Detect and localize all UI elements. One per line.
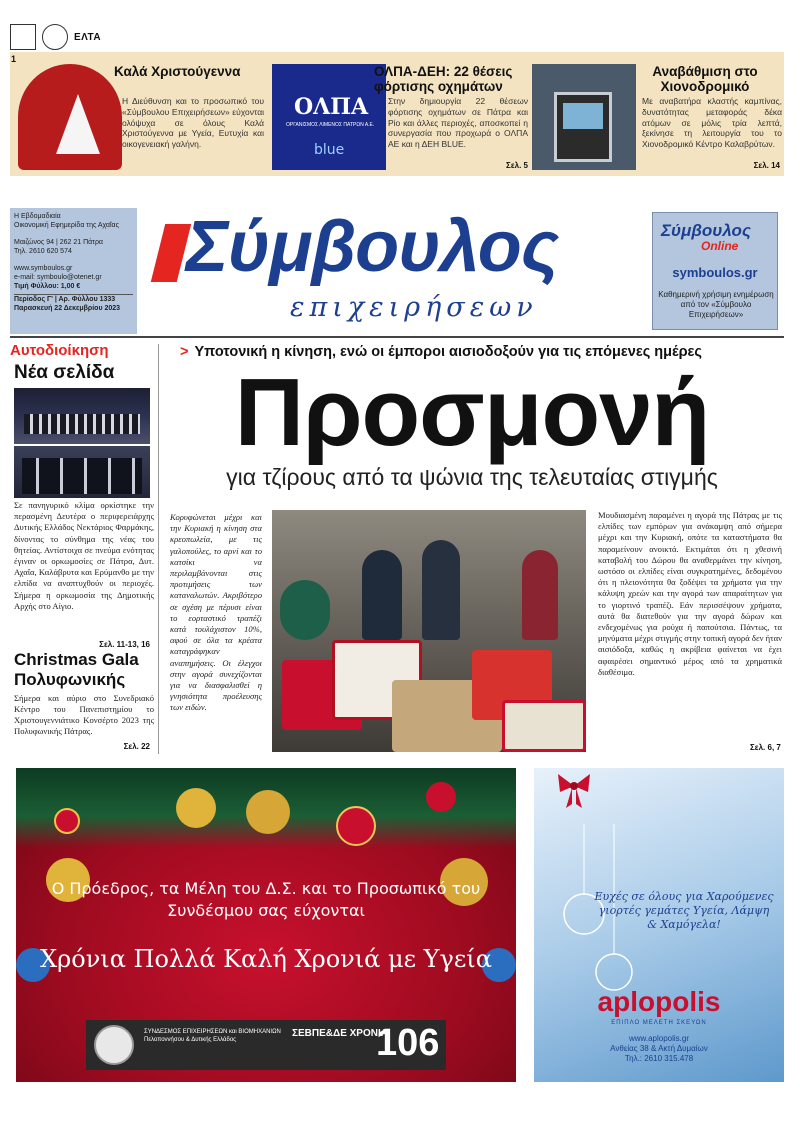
teaser-page-ref: Σελ. 5 <box>506 161 528 170</box>
section-label: Αυτοδιοίκηση <box>10 342 109 359</box>
ribbon-bow-icon <box>554 768 594 808</box>
wreath-shape <box>280 580 330 640</box>
shopping-photo <box>272 510 586 752</box>
shopper-figure <box>422 540 460 640</box>
gala-body: Σήμερα και αύριο στο Συνεδριακό Κέντρο του Πανεπιστημίου το Χριστουγεννιάτικο Κονσέρτο 2023 της Πολυφωνικής Πάτρας. <box>14 693 154 736</box>
sevbe-greeting-ad[interactable] <box>16 768 516 1082</box>
ski-lift-image <box>532 64 636 170</box>
info-web[interactable]: www.symboulos.gr <box>14 264 73 272</box>
aplopolis-phone: Τηλ.: 2610 315.478 <box>624 1054 694 1063</box>
info-address: Μαιζώνος 94 | 262 21 Πάτρα <box>14 238 103 246</box>
main-subhead: για τζίρους από τα ψώνια της τελευταίας στιγμής <box>226 464 718 490</box>
shopper-figure <box>522 550 558 640</box>
ornament-icon <box>246 790 290 834</box>
ad-footer-banner <box>86 1020 446 1070</box>
teaser-christmas[interactable] <box>10 52 268 176</box>
teaser-strip <box>10 52 784 176</box>
article-body: Σε πανηγυρικό κλίμα ορκίστηκε την περασμένη Δευτέρα ο περιφερειάρχης Δυτικής Ελλάδος Νεκτάριος Φαρμάκης, δίνοντας το σύνθημα της νέας του θητείας. Αντίστοιχα σε πνεύμα ενότητας έγιναν οι ορκωμοσίες σε Πάτρα, Δυτ. Αχαΐα, Καλάβρυτα και Ερύμανθο με την ελπίδα να αναπτυχθούν οι περιοχές. Σήμερα η ορκωμοσία της Δημοτικής Αρχής στο Αίγιο. <box>14 500 154 611</box>
online-label: Online <box>701 239 739 253</box>
story-italic-column: Κορυφώνεται μέχρι και την Κυριακή η κίνηση στα κρεοπωλεία, με τις γαλοπούλες, το αρνί και το κατσίκι να περιλαμβάνονται στις προτιμήσεις των καταναλωτών. Ακριβότερο σε σχέση με πέρυσι είναι το εορταστικό τραπέζι κατά τουλάχιστον 10%, αφού σε όλα τα κρέατα καταγράφηκαν αναπημήσεις. Οι έλεγχοι στην αγορά συνεχίζονται για να διασφαλισθεί η γνησιότητα προέλευσης των ειδών. <box>170 512 262 713</box>
teaser-olpa[interactable] <box>272 52 528 176</box>
masthead-title: Σύμβουλος <box>186 207 559 287</box>
info-price: Τιμή Φύλλου: 1,00 € <box>14 283 81 291</box>
masthead <box>150 200 630 330</box>
teaser-ski[interactable] <box>532 52 784 176</box>
aplopolis-url[interactable]: www.aplopolis.gr <box>628 1034 690 1043</box>
cabin-shape <box>554 92 612 162</box>
story-main-column: Μουδιασμένη παραμένει η αγορά της Πάτρας με τις ελπίδες των εμπόρων για ανάκαμψη από σήμερα μέχρι και την Κυριακή, οπότε τα καταστήματα θα παραμείνουν ανοικτά. Εκτιμάται ότι η χθεσινή καταβολή του Δώρου θα αναθερμάνει την κίνηση, ωστόσο οι ελπίδες είναι συγκρατημένες, δεδομένου ότι η πλειονότητα θα ξοδέψει τα χρήματα για την κάλυψη χρεών και την αγορά των απαραίτητων για το γιορτινό τραπέζι. Εάν περισσέψουν χρήματα, αυτά θα διατεθούν για την αγορά δώρων και ενδεχομένως για ρούχα ή παπούτσια. Πάντως, τα μηνύματα μέχρι στιγμής στην τοπική αγορά δεν ήταν αισιόδοξα, καθώς η ακρίβεια φαίνεται να έχει αφαιρέσει σημαντικό μέρος από τα χρηματικά διαθέσιμα. <box>598 510 782 677</box>
gift-box-shape <box>502 700 586 752</box>
gala-page-ref: Σελ. 22 <box>123 742 150 751</box>
aplopolis-address: Ανθείας 38 & Ακτή Δυμαίων <box>610 1044 708 1053</box>
ad-greeting-line: Ο Πρόεδρος, τα Μέλη του Δ.Σ. και το Προσωπικό του Συνδέσμου σας εύχονται <box>51 879 481 920</box>
ceremony-photo <box>14 388 150 444</box>
page-number: 1 <box>11 54 17 64</box>
olpa-logo-subtext: ΟΡΓΑΝΙΣΜΟΣ ΛΙΜΕΝΟΣ ΠΑΤΡΩΝ Α.Ε. <box>286 122 375 128</box>
teaser-page-ref: Σελ. 14 <box>753 161 780 170</box>
masthead-subtitle: επιχειρήσεων <box>290 292 538 323</box>
online-promo-box[interactable] <box>652 212 778 330</box>
main-headline: Προσμονή <box>234 359 710 466</box>
association-acronym: ΣΕΒΠΕ&ΔΕ ΧΡΟΝΙΑ <box>292 1028 388 1039</box>
article-page-ref: Σελ. 11-13, 16 <box>99 640 150 649</box>
section-title: Νέα σελίδα <box>14 362 115 383</box>
ornament-icon <box>336 806 376 846</box>
shopper-figure <box>362 550 402 640</box>
teaser-title: Καλά Χριστούγεννα <box>114 64 241 79</box>
masthead-divider <box>10 336 784 338</box>
ornament-icon <box>426 782 456 812</box>
info-issue: Περίοδος Γ' | Αρ. Φύλλου 1333 <box>14 294 133 304</box>
teaser-title: ΟΛΠΑ-ΔΕΗ: 22 θέσεις φόρτισης οχημάτων <box>374 64 513 94</box>
aplopolis-logo: aplopolis <box>597 986 721 1017</box>
teaser-body: Στην δημιουργία 22 θέσεων φόρτισης οχημάτων σε Πάτρα και Ρίο και άλλες περιοχές, αποσκοπεί η συνεργασία που προχωρά ο ΟΛΠΑ ΑΕ και η ΔΕΗ BLUE. <box>388 96 528 150</box>
info-phone: Τηλ. 2610 620 574 <box>14 248 72 256</box>
publication-info-box <box>10 208 137 334</box>
years-count: 106 <box>376 1022 440 1064</box>
story-page-ref: Σελ. 6, 7 <box>750 743 781 752</box>
online-description: Καθημερινή χρήσιμη ενημέρωση από τον «Σύμβουλο Επιχειρήσεων» <box>658 290 774 319</box>
ornament-icon <box>176 788 216 828</box>
elta-logo: ΕΛΤΑ <box>74 31 102 43</box>
olpa-logo-text: ΟΛΠΑ <box>294 94 369 120</box>
association-name: ΣΥΝΔΕΣΜΟΣ ΕΠΙΧΕΙΡΗΣΕΩΝ και ΒΙΟΜΗΧΑΝΙΩΝ Πελοποννήσου & Δυτικής Ελλάδος <box>144 1029 281 1043</box>
info-date: Παρασκευή 22 Δεκεμβρίου 2023 <box>14 305 121 313</box>
aplopolis-contact <box>534 1034 784 1064</box>
dei-blue-logo: blue <box>314 142 345 158</box>
info-line: Η Εβδομαδιαία <box>14 213 61 220</box>
officials-photo <box>14 446 150 498</box>
olpa-logo-image <box>272 64 386 170</box>
barcode-logo <box>10 24 36 50</box>
christmas-tree-image <box>18 64 122 170</box>
ornament-icon <box>54 808 80 834</box>
aplopolis-tagline: ΕΠΙΠΛΟ ΜΕΛΕΤΗ ΣΚΕΥΩΝ <box>611 1020 707 1026</box>
online-title: Σύμβουλος <box>661 221 751 240</box>
ad-wish-line: Χρόνια Πολλά Καλή Χρονιά με Υγεία <box>40 945 492 973</box>
gala-title: Christmas Gala Πολυφωνικής <box>14 650 139 689</box>
ad-wish-text: Ευχές σε όλους για Χαρούμενες γιορτές γεμάτες Υγεία, Λάμψη & Χαμόγελα! <box>594 890 774 931</box>
teaser-body: Η Διεύθυνση και το προσωπικό του «Σύμβουλου Επιχειρήσεων» εύχονται ολόψυχα σε όλους Καλά Χριστούγεννα με Υγεία, Ευτυχία και οικογενειακή γαλήνη. <box>122 96 264 150</box>
column-divider <box>158 344 159 754</box>
association-seal-icon <box>94 1025 134 1065</box>
kicker-arrow-icon: > <box>180 344 189 360</box>
top-logos <box>10 22 130 52</box>
info-email[interactable]: e-mail: symboulo@otenet.gr <box>14 274 102 282</box>
aplopolis-ad[interactable] <box>534 768 784 1082</box>
online-url[interactable]: symboulos.gr <box>672 265 758 280</box>
association-seal-logo <box>42 24 68 50</box>
teaser-body: Με αναβατήρα κλαστής καμπίνας, δυνατότητας μεταφοράς δέκα ατόμων σε μόλις τρία λεπτά, ξεκίνησε τη λειτουργία του το Χιονοδρομικό Κέντρο Καλαβρύτων. <box>642 96 782 150</box>
info-line: Οικονομική Εφημερίδα της Αχαΐας <box>14 222 119 230</box>
kicker-text: Υποτονική η κίνηση, ενώ οι έμποροι αισιοδοξούν για τις επόμενες ημέρες <box>194 344 702 360</box>
teaser-title: Αναβάθμιση στο Χιονοδρομικό <box>652 64 758 94</box>
